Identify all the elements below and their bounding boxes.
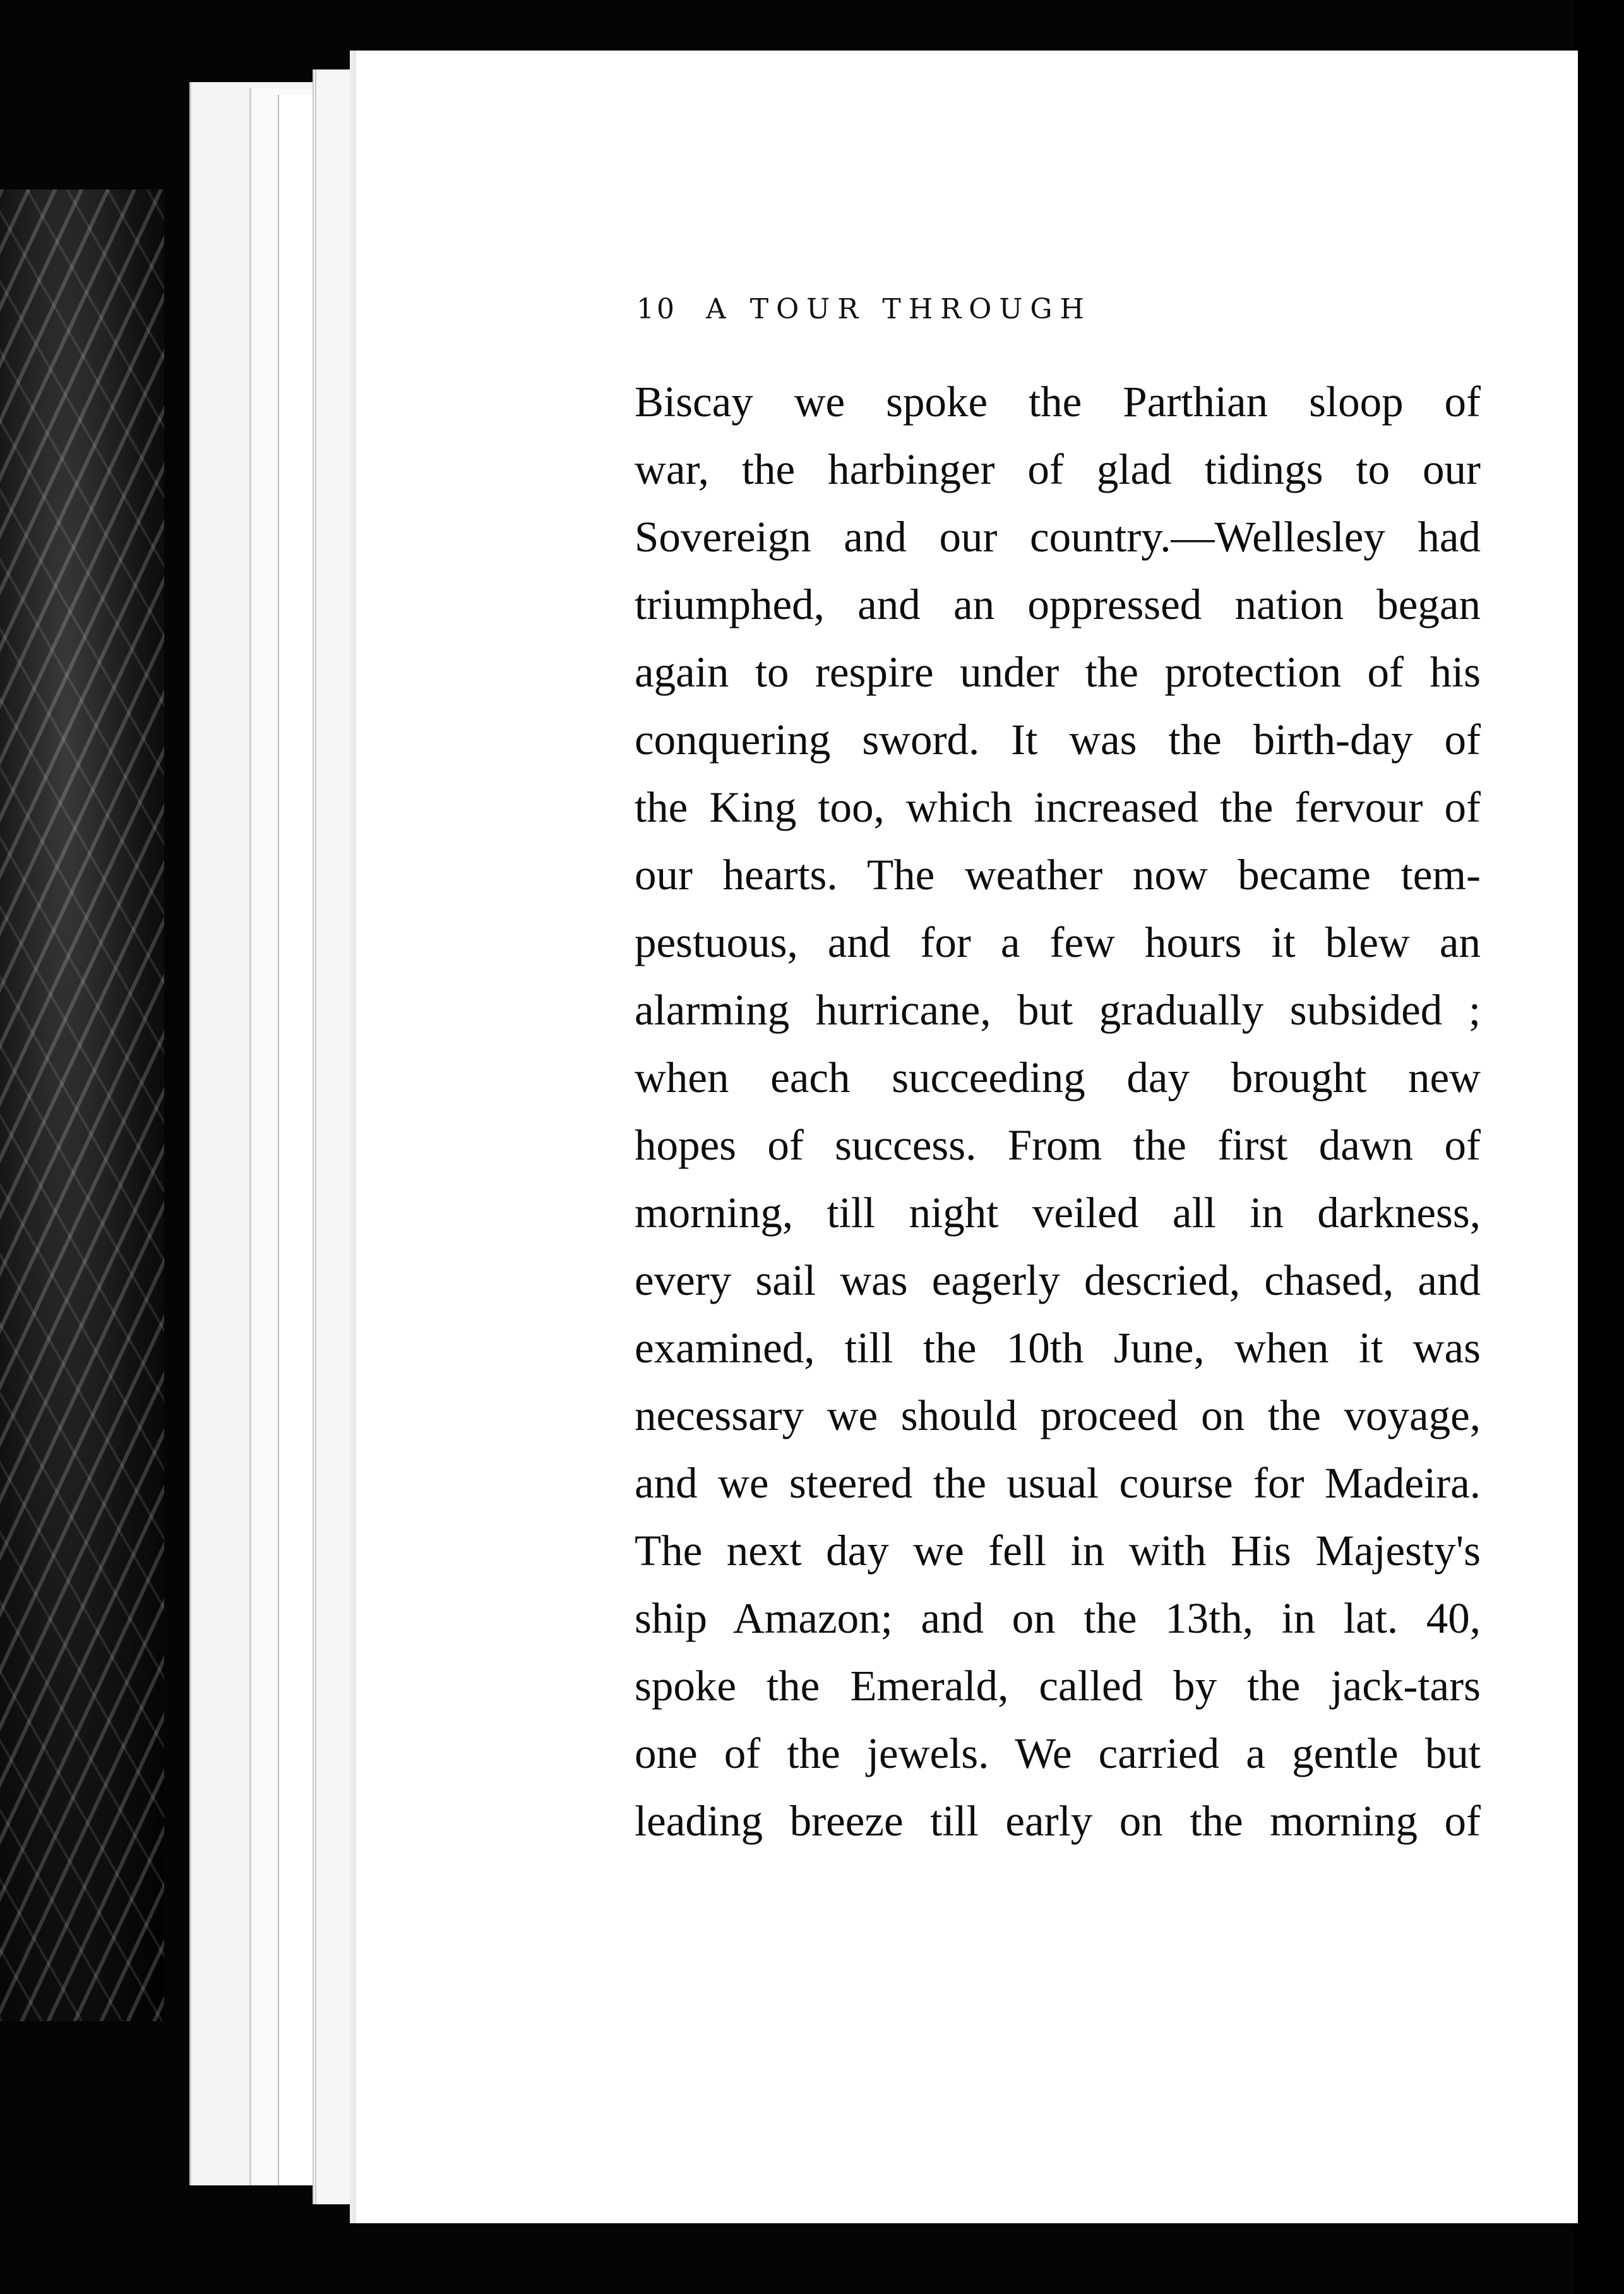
text-line: The next day we fell in with His Majesty's (635, 1527, 1481, 1575)
text-line: war, the harbinger of glad tidings to our (635, 445, 1481, 493)
text-line: one of the jewels. We carried a gentle but (635, 1729, 1481, 1777)
text-line: spoke the Emerald, called by the jack-tars (635, 1662, 1481, 1710)
text-line: necessary we should proceed on the voyage, (635, 1391, 1481, 1439)
body-text (635, 368, 1481, 1855)
text-line: again to respire under the protection of his (635, 648, 1481, 696)
text-line: and we steered the usual course for Madeira. (635, 1459, 1481, 1507)
text-line: morning, till night veiled all in darkness, (635, 1189, 1481, 1237)
running-head-title: A TOUR THROUGH (706, 293, 1092, 325)
text-line: our hearts. The weather now became tem- (635, 851, 1481, 899)
text-line: alarming hurricane, but gradually subsided ; (635, 986, 1481, 1034)
text-line: pestuous, and for a few hours it blew an (635, 918, 1481, 966)
text-line: examined, till the 10th June, when it was (635, 1324, 1481, 1372)
page-number: 10 (636, 293, 677, 325)
text-line: conquering sword. It was the birth-day of (635, 716, 1481, 764)
text-line: ship Amazon; and on the 13th, in lat. 40, (635, 1594, 1481, 1642)
text-line: triumphed, and an oppressed nation began (635, 580, 1481, 628)
running-head (636, 293, 1268, 337)
text-line: Sovereign and our country.—Wellesley had (635, 513, 1481, 561)
text-line: Biscay we spoke the Parthian sloop of (635, 378, 1481, 426)
text-line: when each succeeding day brought new (635, 1054, 1481, 1102)
text-line: the King too, which increased the fervour of (635, 783, 1481, 831)
scan-border (1573, 0, 1624, 2294)
text-line: every sail was eagerly descried, chased, and (635, 1256, 1481, 1304)
text-line: leading breeze till early on the morning of (635, 1797, 1481, 1845)
text-line: hopes of success. From the first dawn of (635, 1121, 1481, 1169)
marbled-endpaper (0, 189, 164, 2021)
